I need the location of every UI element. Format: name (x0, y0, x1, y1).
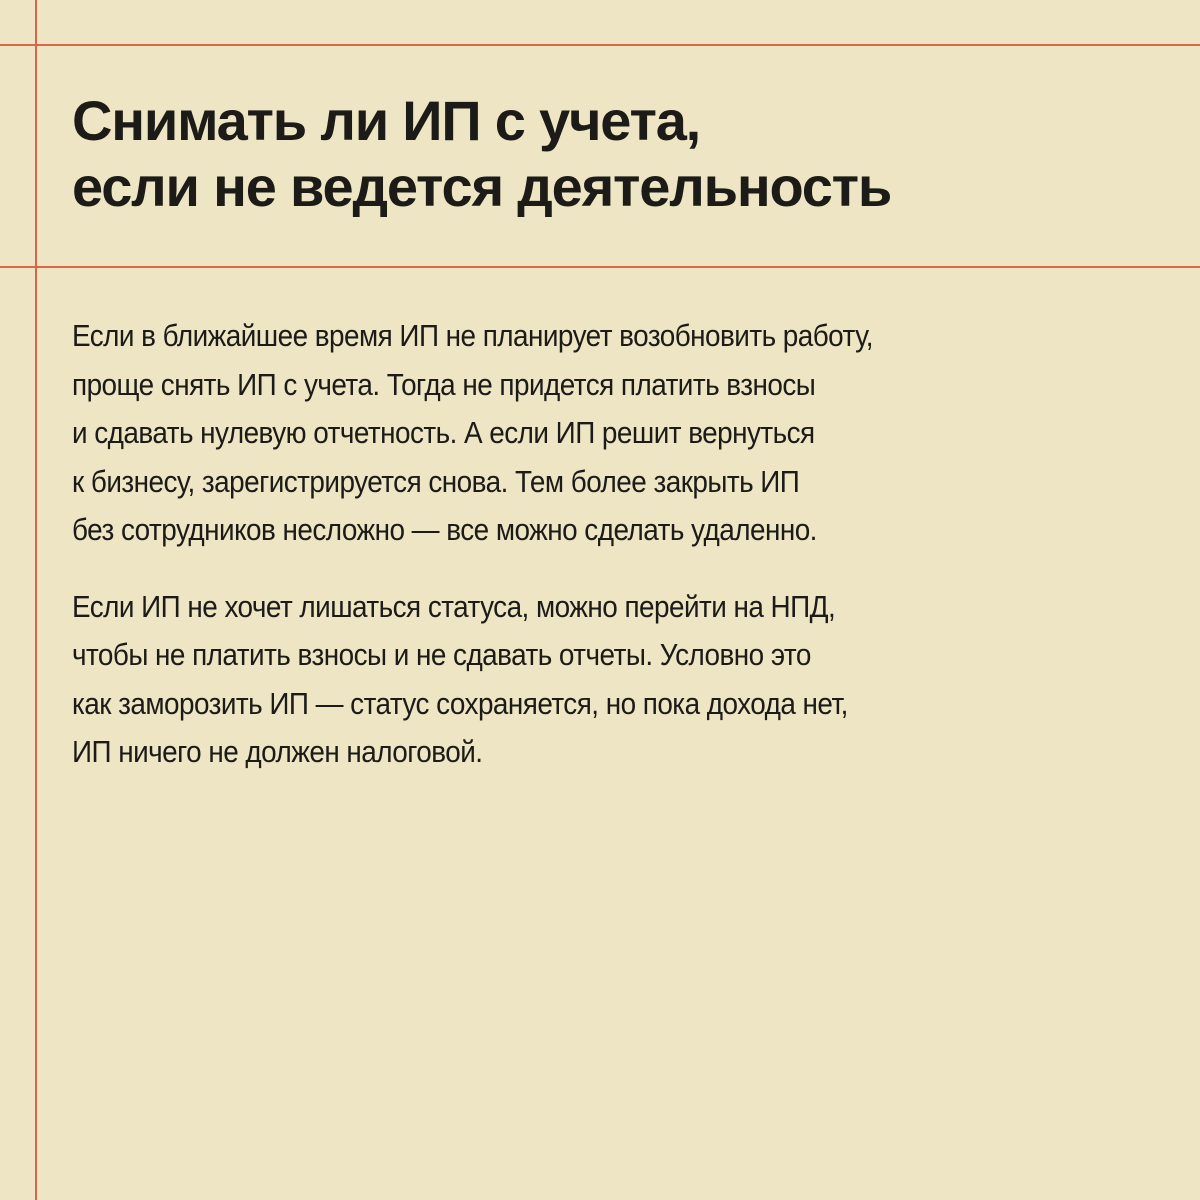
paragraph-line: чтобы не платить взносы и не сдавать отчеты. Условно это (72, 637, 811, 672)
paragraph-line: как заморозить ИП — статус сохраняется, но пока дохода нет, (72, 685, 848, 721)
margin-rule-vertical (35, 0, 37, 1200)
body-text (72, 312, 1062, 777)
paragraph-line: без сотрудников несложно — все можно сделать удаленно. (72, 512, 817, 547)
page-title (72, 88, 1172, 220)
title-line-2: если не ведется деятельность (72, 155, 892, 218)
paragraph-line: ИП ничего не должен налоговой. (72, 734, 483, 769)
paragraph-line: Если ИП не хочет лишаться статуса, можно перейти на НПД, (72, 588, 836, 624)
paragraph-line: проще снять ИП с учета. Тогда не придется платить взносы (72, 366, 816, 402)
paragraph-1 (72, 312, 1062, 555)
paragraph-line: и сдавать нулевую отчетность. А если ИП решит вернуться (72, 415, 815, 450)
paragraph-line: Если в ближайшее время ИП не планирует возобновить работу, (72, 318, 873, 353)
rule-top (0, 44, 1200, 46)
title-line-1: Снимать ли ИП с учета, (72, 89, 701, 152)
paragraph-2 (72, 583, 1062, 777)
paragraph-line: к бизнесу, зарегистрируется снова. Тем более закрыть ИП (72, 463, 800, 499)
rule-below-title (0, 266, 1200, 268)
